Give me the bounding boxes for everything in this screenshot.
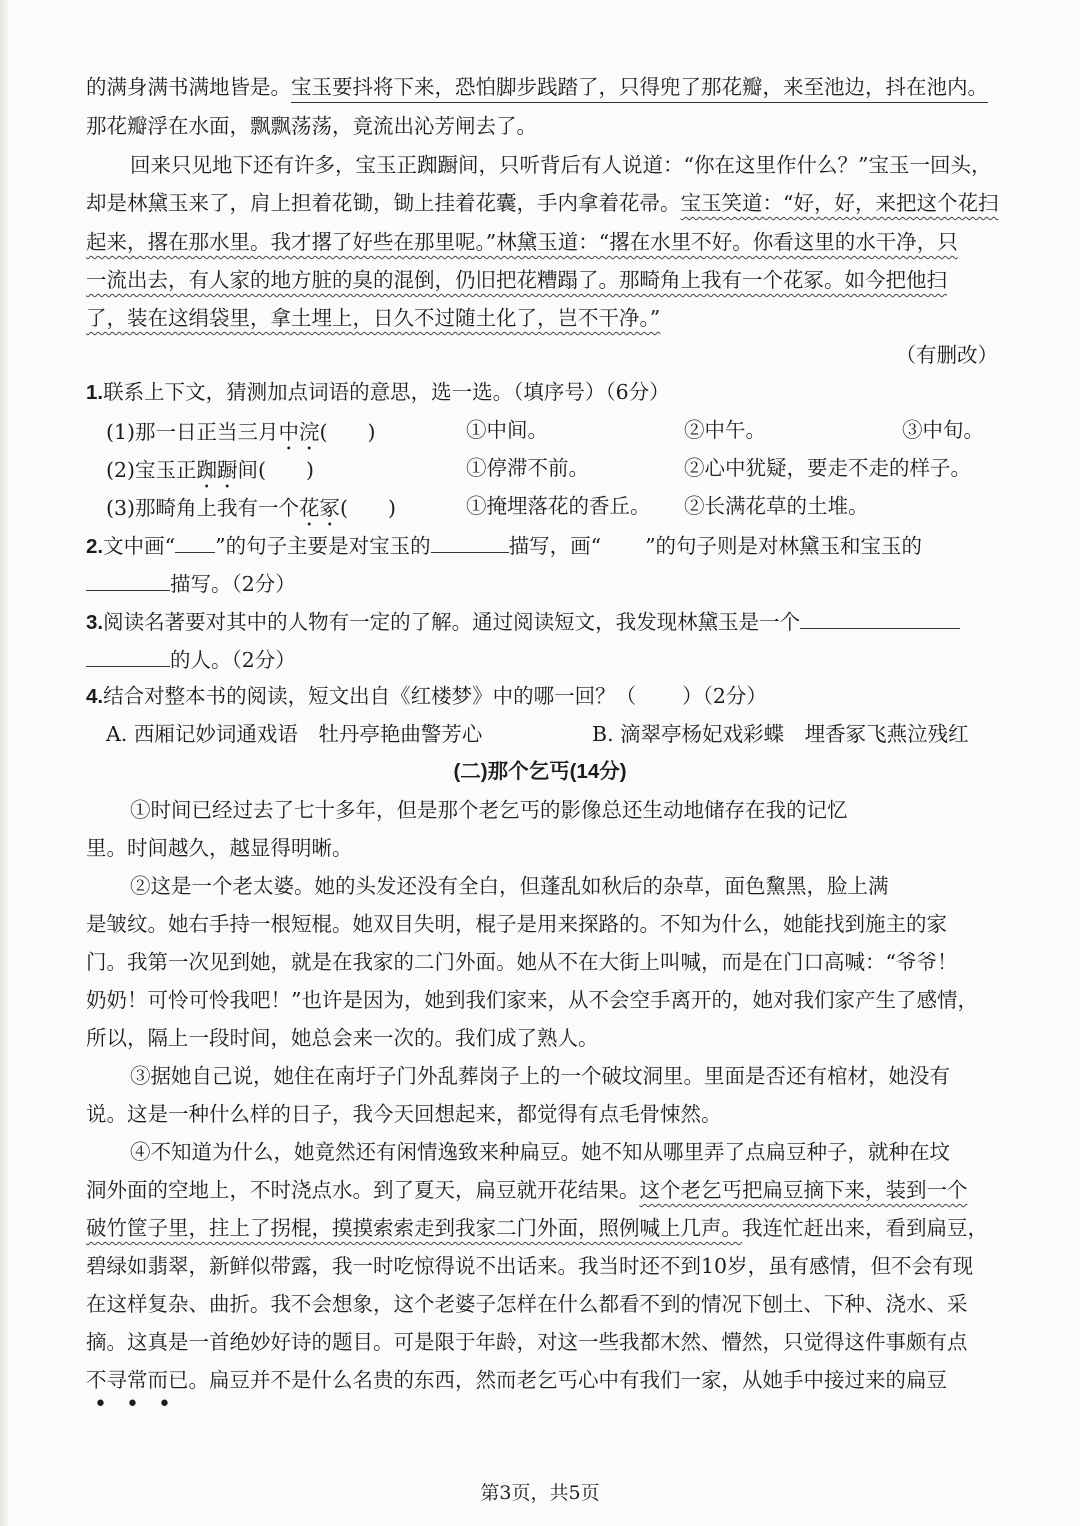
q1-option: ②心中犹疑，要走不走的样子。	[684, 456, 971, 480]
question-2-stem	[86, 534, 922, 558]
q1-item-3	[106, 496, 396, 531]
q1-option: ①停滞不前。	[466, 456, 589, 480]
dotted-word: 中浣	[278, 420, 320, 444]
answer-blank[interactable]	[86, 572, 170, 591]
question-number: 3.	[86, 611, 104, 634]
passage2-line: ②这是一个老太婆。她的头发还没有全白，但蓬乱如秋后的杂草，面色黧黑，脸上满	[130, 874, 889, 898]
question-text: ”的句子则是对林黛玉和宝玉的	[645, 534, 923, 558]
passage1-text: 却是林黛玉来了，肩上担着花锄，锄上挂着花囊，手内拿着花帚。	[86, 191, 681, 215]
q1-option: ③中旬。	[902, 418, 984, 442]
q1-item-text: (1)那一日正当三月	[106, 420, 279, 444]
question-text: 的人。（2分）	[170, 648, 296, 672]
question-text: ）（2分）	[682, 684, 767, 708]
wavy-underlined-sentence: 一流出去，有人家的地方脏的臭的混倒，仍旧把花糟蹋了。那畸角上我有一个花冢。如今把他扫	[86, 268, 947, 292]
q1-item-text: (	[319, 420, 328, 444]
passage2-line: 所以，隔上一段时间，她总会来一次的。我们成了熟人。	[86, 1026, 599, 1050]
question-1-stem	[86, 382, 670, 404]
question-3-stem	[86, 610, 960, 634]
q1-option: ②中午。	[684, 418, 766, 442]
dotted-word: 花冢	[299, 496, 341, 520]
question-number: 1.	[86, 381, 104, 404]
passage2-line: 说。这是一种什么样的日子，我今天回想起来，都觉得有点毛骨悚然。	[86, 1102, 722, 1126]
passage2-line: ③据她自己说，她住在南圩子门外乱葬岗子上的一个破坟洞里。里面是否还有棺材，她没有	[130, 1064, 950, 1088]
passage2-line: 摘。这真是一首绝妙好诗的题目。可是限于年龄，对这一些我都木然、懵然，只觉得这件事颇有点	[86, 1330, 968, 1354]
question-text: 联系上下文，猜测加点词语的意思，选一选。（填序号）（6分）	[103, 380, 670, 404]
question-text: 文中画“	[103, 534, 176, 558]
question-2-cont	[86, 572, 296, 595]
dotted-word: 踟蹰	[196, 458, 238, 482]
passage2-line	[86, 1180, 968, 1201]
q1-option: ①掩埋落花的香丘。	[466, 494, 651, 518]
passage1-line: 回来只见地下还有许多，宝玉正踟蹰间，只听背后有人说道：“你在这里作什么？”宝玉一回头，	[130, 153, 992, 177]
passage2-line: 不寻常而已。扁豆并不是什么名贵的东西，然而老乞丐心中有我们一家，从她手中接过来的扁豆	[86, 1368, 947, 1392]
passage2-line: 碧绿如翡翠，新鲜似带露，我一时吃惊得说不出话来。我当时还不到10岁，虽有感情，但不会有现	[86, 1254, 974, 1278]
q1-item-text: (2)宝玉正	[106, 458, 197, 482]
q4-option-b: B. 滴翠亭杨妃戏彩蝶 埋香冢飞燕泣残红	[592, 722, 969, 746]
question-text: ”的句子主要是对宝玉的	[215, 534, 431, 558]
q1-item-text: (	[340, 496, 349, 520]
wavy-underlined-sentence: 这个老乞丐把扁豆摘下来，装到一个	[639, 1178, 968, 1202]
wavy-underlined-sentence: 破竹筐子里，拄上了拐棍，摸摸索索走到我家二门外面，照例喊上几声。	[86, 1216, 742, 1240]
passage1-text: 的满身满书满地皆是。	[86, 75, 291, 99]
passage2-line: ①时间已经过去了七十多年，但是那个老乞丐的影像总还生动地储存在我的记忆	[130, 798, 848, 822]
answer-blank[interactable]	[86, 648, 170, 667]
q4-option-a: A. 西厢记妙词通戏语 牡丹亭艳曲警芳心	[106, 722, 483, 746]
q1-option: ①中间。	[466, 418, 548, 442]
source-note: （有删改）	[895, 343, 998, 367]
passage2-title: (二)那个乞丐(14分)	[453, 760, 627, 783]
passage2-line	[86, 1218, 988, 1239]
passage2-line: 里。时间越久，越显得明晰。	[86, 836, 353, 860]
q1-item-text: )	[388, 496, 397, 520]
passage2-line: 是皱纹。她右手持一根短棍。她双目失明，棍子是用来探路的。不知为什么，她能找到施主的家	[86, 912, 947, 936]
wavy-line-sample	[601, 536, 645, 557]
wavy-underlined-sentence: 宝玉笑道：“好，好，来把这个花扫	[680, 191, 999, 215]
q1-item-text: 间(	[237, 458, 267, 482]
wavy-underlined-sentence: 起来，撂在那水里。我才撂了好些在那里呢。”林黛玉道：“撂在水里不好。你看这里的水干净，只	[86, 230, 958, 254]
question-text: 结合对整本书的阅读，短文出自《红楼梦》中的哪一回？（	[103, 684, 637, 708]
question-number: 2.	[86, 535, 104, 558]
answer-blank[interactable]	[431, 534, 509, 553]
question-text: 阅读名著要对其中的人物有一定的了解。通过阅读短文，我发现林黛玉是一个	[103, 610, 801, 634]
passage2-text: 我连忙赶出来，看到扁豆，	[742, 1216, 988, 1240]
question-4-stem	[86, 686, 767, 708]
q1-item-text: (3)那畸角上我有一个	[106, 496, 300, 520]
q1-item-text: )	[367, 420, 376, 444]
passage2-text: 洞外面的空地上，不时浇点水。到了夏天，扁豆就开花结果。	[86, 1178, 640, 1202]
passage2-line: 奶奶！可怜可怜我吧！”也许是因为，她到我们家来，从不会空手离开的，她对我们家产生了感情，	[86, 988, 978, 1012]
passage2-line: 门。我第一次见到她，就是在我家的二门外面。她从不在大街上叫喊，而是在门口高喊：“爷爷！	[86, 950, 958, 974]
passage1-line	[86, 193, 998, 214]
passage2-line: ④不知道为什么，她竟然还有闲情逸致来种扁豆。她不知从哪里弄了点扁豆种子，就种在坟	[130, 1140, 950, 1164]
passage2-line: 在这样复杂、曲折。我不会想象，这个老婆子怎样在什么都看不到的情况下刨土、下种、浇水、采	[86, 1292, 968, 1316]
q1-item-text: )	[306, 458, 315, 482]
question-text: 描写。（2分）	[170, 572, 296, 596]
q1-option: ②长满花草的土堆。	[684, 494, 869, 518]
question-number: 4.	[86, 685, 104, 708]
solid-underlined-sentence: 宝玉要抖将下来，恐怕脚步践踏了，只得兜了那花瓣，来至池边，抖在池内。	[291, 75, 988, 103]
page-footer: 第3页，共5页	[480, 1482, 600, 1504]
emphasis-dots: • • •	[94, 1392, 177, 1417]
question-text: 描写，画“	[508, 534, 602, 558]
passage1-line: 那花瓣浮在水面，飘飘荡荡，竟流出沁芳闸去了。	[86, 114, 537, 138]
q1-item-2	[106, 458, 314, 493]
answer-blank[interactable]	[800, 610, 960, 629]
question-3-cont	[86, 648, 296, 671]
wavy-underlined-sentence: 了，装在这绢袋里，拿土埋上，日久不过随土化了，岂不干净。”	[86, 306, 661, 330]
q1-item-1	[106, 420, 376, 455]
passage1-line	[86, 77, 988, 98]
solid-line-sample	[175, 534, 215, 553]
